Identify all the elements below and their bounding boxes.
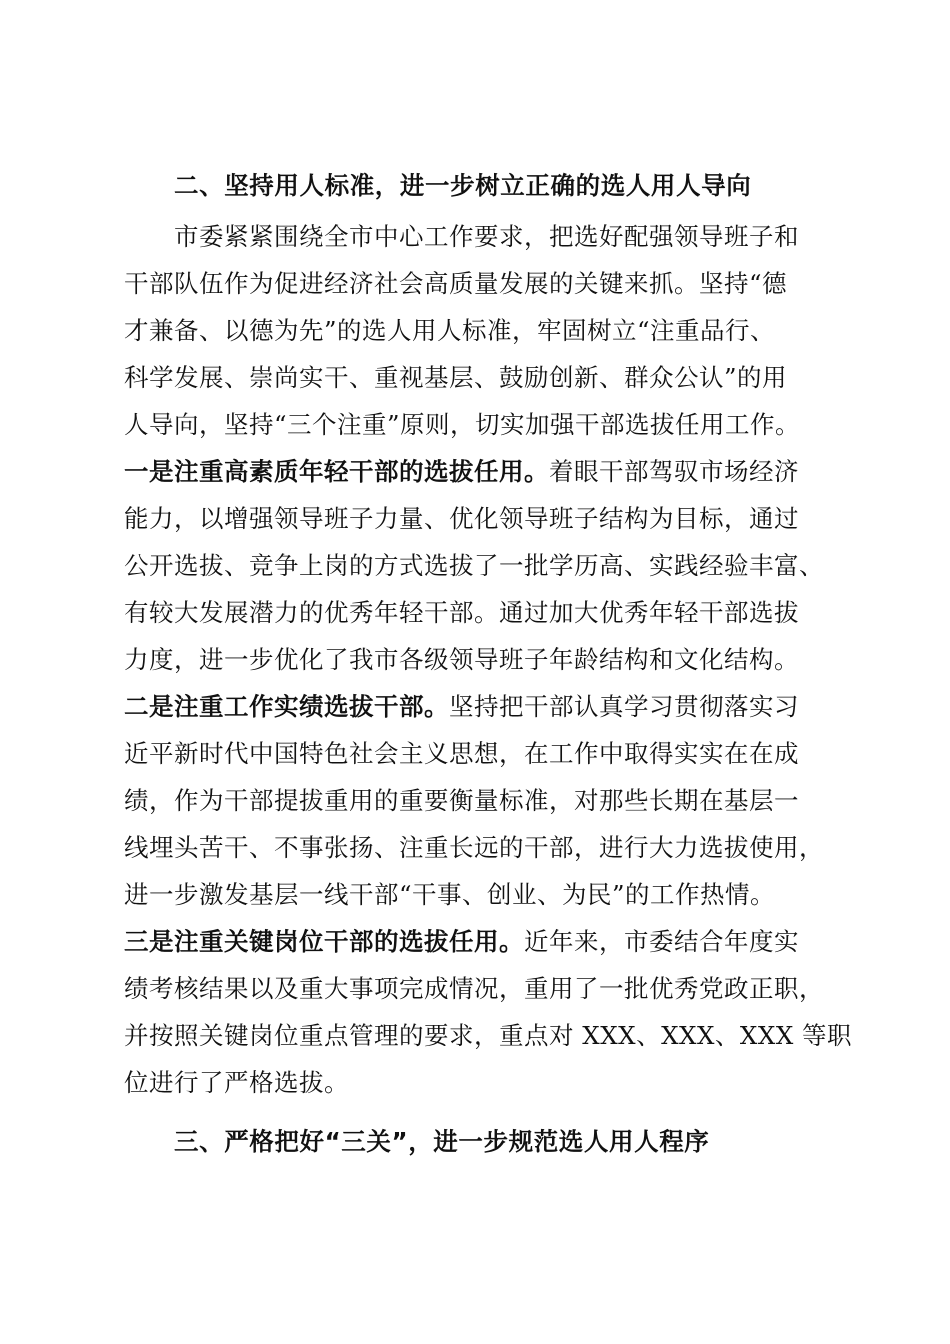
body-line: 才兼备、以德为先”的选人用人标准，牢固树立“注重品行、 (124, 316, 776, 345)
body-line: 位进行了严格选拔。 (124, 1068, 349, 1097)
body-line: 人导向，坚持“三个注重”原则，切实加强干部选拔任用工作。 (124, 410, 801, 439)
body-line: 科学发展、崇尚实干、重视基层、鼓励创新、群众公认”的用 (124, 363, 788, 392)
body-line: 能力，以增强领导班子力量、优化领导班子结构为目标，通过 (124, 504, 799, 533)
point-1-first-line (124, 452, 844, 492)
point-3-first-rest: 近年来，市委结合年度实 (524, 927, 799, 956)
point-2-lead: 二是注重工作实绩选拔干部。 (124, 692, 449, 721)
body-line: 公开选拔、竞争上岗的方式选拔了一批学历高、实践经验丰富、 (124, 551, 824, 580)
body-line: 市委紧紧围绕全市中心工作要求，把选好配强领导班子和 (174, 222, 799, 251)
section-3-heading: 三、严格把好“三关”，进一步规范选人用人程序 (174, 1127, 710, 1156)
body-line: 绩考核结果以及重大事项完成情况，重用了一批优秀党政正职， (124, 974, 824, 1003)
body-line: 有较大发展潜力的优秀年轻干部。通过加大优秀年轻干部选拔 (124, 598, 799, 627)
point-2-first-rest: 坚持把干部认真学习贯彻落实习 (449, 692, 799, 721)
body-line: 力度，进一步优化了我市各级领导班子年龄结构和文化结构。 (124, 645, 799, 674)
section-2-heading: 二、坚持用人标准，进一步树立正确的选人用人导向 (174, 171, 752, 200)
point-3-first-line (124, 922, 844, 962)
body-line: 进一步激发基层一线干部“干事、创业、为民”的工作热情。 (124, 880, 776, 909)
body-line: 并按照关键岗位重点管理的要求，重点对 XXX、XXX、XXX 等职 (124, 1021, 853, 1050)
point-1-lead: 一是注重高素质年轻干部的选拔任用。 (124, 457, 549, 486)
body-line: 近平新时代中国特色社会主义思想，在工作中取得实实在在成 (124, 739, 799, 768)
body-line: 绩，作为干部提拔重用的重要衡量标准，对那些长期在基层一 (124, 786, 799, 815)
point-3-lead: 三是注重关键岗位干部的选拔任用。 (124, 927, 524, 956)
point-2-first-line (124, 687, 844, 727)
point-1-first-rest: 着眼干部驾驭市场经济 (549, 457, 799, 486)
body-line: 干部队伍作为促进经济社会高质量发展的关键来抓。坚持“德 (124, 269, 788, 298)
body-line: 线埋头苦干、不事张扬、注重长远的干部，进行大力选拔使用， (124, 833, 824, 862)
